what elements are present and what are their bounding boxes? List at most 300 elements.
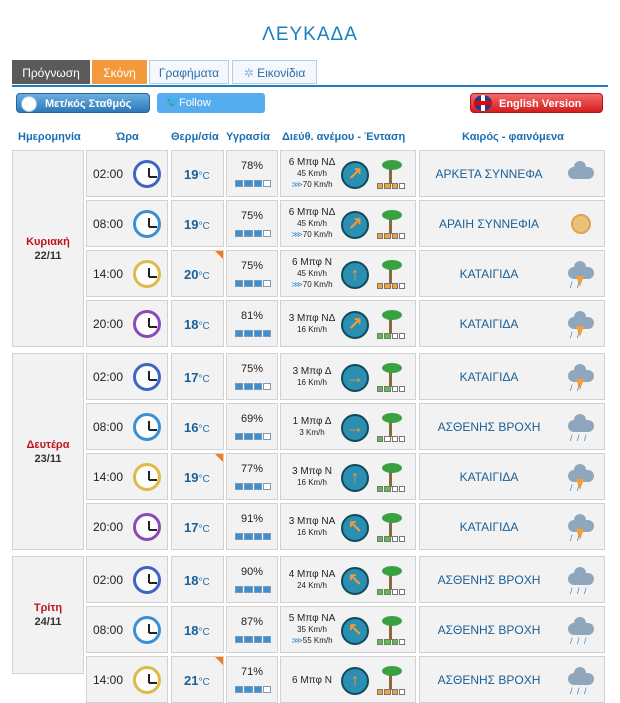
- wind-direction-icon: [341, 364, 369, 392]
- wind-direction-icon: [341, 211, 369, 239]
- cloud-shape: [568, 420, 594, 432]
- follow-button-label: Follow @meteogr: [179, 97, 231, 129]
- wind-tree-icon: [377, 259, 405, 289]
- humidity-bar-segment: [244, 433, 252, 440]
- wind-direction-icon: [341, 261, 369, 289]
- humidity-bar-segment: [254, 330, 262, 337]
- humidity-bar-segment: [263, 586, 271, 593]
- clock-icon: [133, 616, 161, 644]
- wind-force: 3 Μπφ ΝΑ: [288, 515, 336, 527]
- time-cell: [86, 503, 168, 550]
- forecast-row: [0, 200, 620, 247]
- wind-bar-segment: [399, 333, 405, 339]
- wind-text: [283, 613, 341, 646]
- wind-gust: [283, 229, 341, 240]
- humidity-bar: [235, 230, 271, 237]
- humidity-bar: [235, 330, 271, 337]
- wind-cell: [280, 606, 416, 653]
- weather-cell: [419, 250, 605, 297]
- wind-bar-segment: [384, 639, 390, 645]
- temp-cell: [171, 606, 224, 653]
- temp-cell: [171, 656, 224, 703]
- wind-bar-segment: [377, 486, 383, 492]
- wind-cell: [280, 656, 416, 703]
- humidity-value: 81%: [240, 309, 264, 322]
- wind-arrow-glyph: ↗: [347, 213, 363, 234]
- tree-leaves: [382, 513, 402, 523]
- humidity-bar: [235, 686, 271, 693]
- humidity-bar-segment: [235, 586, 243, 593]
- forecast-row: [0, 453, 620, 500]
- humidity-bar: [235, 180, 271, 187]
- alert-marker: [215, 454, 223, 462]
- wind-bar-segment: [377, 283, 383, 289]
- wind-bar: [377, 283, 405, 289]
- uk-flag-icon: [474, 95, 492, 111]
- wind-bar-segment: [399, 436, 405, 442]
- weather-cell: [419, 150, 605, 197]
- temp-value: 19: [184, 469, 199, 485]
- temp-unit: °C: [198, 473, 210, 485]
- wind-bar-segment: [377, 183, 383, 189]
- temp-text: [184, 167, 210, 182]
- tab-icons-label: Εικονίδια: [257, 66, 306, 80]
- rain-drops: / / /: [570, 585, 588, 596]
- humidity-bar-segment: [235, 330, 243, 337]
- humidity-bar-segment: [254, 533, 262, 540]
- temp-cell: [171, 300, 224, 347]
- wind-text: [283, 257, 341, 290]
- time-text: 14:00: [93, 672, 124, 687]
- wind-text: [283, 157, 341, 190]
- rain-drops: / /: [570, 329, 581, 340]
- humidity-bar-segment: [263, 280, 271, 287]
- humidity-value: 69%: [240, 412, 264, 425]
- rain-drops: / / /: [570, 432, 588, 443]
- wind-tree-icon: [377, 362, 405, 392]
- time-cell: [86, 453, 168, 500]
- wind-cell: [280, 300, 416, 347]
- humidity-bar-segment: [244, 280, 252, 287]
- wind-speed: 16 Km/h: [297, 324, 327, 334]
- temp-value: 19: [184, 166, 199, 182]
- tab-divider: [12, 85, 608, 87]
- wind-force: 1 Μπφ Δ: [292, 415, 332, 427]
- humidity-bar-segment: [244, 330, 252, 337]
- humidity-bar: [235, 383, 271, 390]
- day-name: Τρίτη: [33, 602, 63, 614]
- humidity-bar-segment: [263, 180, 271, 187]
- gear-icon: ✲: [243, 66, 258, 80]
- wind-tree-icon: [377, 512, 405, 542]
- tree-leaves: [382, 210, 402, 220]
- wind-tree-icon: [377, 412, 405, 442]
- thunderstorm-icon: [566, 512, 596, 542]
- weather-condition: ΑΣΘΕΝΗΣ ΒΡΟΧΗ: [437, 622, 541, 637]
- temp-unit: °C: [198, 576, 210, 588]
- wind-bar-segment: [377, 536, 383, 542]
- humidity-bar-segment: [263, 433, 271, 440]
- forecast-row: [0, 403, 620, 450]
- temp-text: [184, 520, 210, 535]
- wind-cell: [280, 556, 416, 603]
- humidity-bar-segment: [254, 636, 262, 643]
- humidity-bar: [235, 483, 271, 490]
- wind-text: [283, 313, 341, 335]
- forecast-row: [0, 353, 620, 400]
- wind-bar-segment: [377, 639, 383, 645]
- sun-shape: [571, 214, 591, 234]
- humidity-value: 90%: [240, 565, 264, 578]
- clock-icon: [133, 160, 161, 188]
- humidity-bar-segment: [263, 686, 271, 693]
- wind-direction-icon: [341, 414, 369, 442]
- temp-text: [184, 673, 210, 688]
- tab-forecast[interactable]: Πρόγνωση: [12, 60, 90, 84]
- wind-bar-segment: [384, 589, 390, 595]
- alert-marker: [215, 251, 223, 259]
- english-version-label: English Version: [499, 98, 582, 110]
- rain-drops: / / /: [570, 635, 588, 646]
- time-text: 02:00: [93, 572, 124, 587]
- wind-arrow-glyph: →: [346, 416, 364, 437]
- follow-button[interactable]: [157, 93, 265, 129]
- temp-value: 20: [184, 266, 199, 282]
- temp-unit: °C: [198, 423, 210, 435]
- forecast-row: [0, 556, 620, 603]
- tab-dust[interactable]: Σκόνη: [92, 60, 147, 84]
- humidity-bar-segment: [263, 330, 271, 337]
- wind-bar: [377, 536, 405, 542]
- humidity-bar-segment: [263, 383, 271, 390]
- humidity-cell: [226, 150, 278, 197]
- temp-cell: [171, 503, 224, 550]
- weather-condition: ΑΣΘΕΝΗΣ ΒΡΟΧΗ: [437, 672, 541, 687]
- time-cell: [86, 250, 168, 297]
- wind-bar-segment: [399, 283, 405, 289]
- tree-leaves: [382, 160, 402, 170]
- wind-bar-segment: [399, 639, 405, 645]
- forecast-row: [0, 606, 620, 653]
- wind-bar-segment: [392, 689, 398, 695]
- page-title: ΛΕΥΚΑΔΑ: [262, 24, 358, 45]
- wind-bar-segment: [377, 436, 383, 442]
- humidity-bar-segment: [263, 483, 271, 490]
- time-text: 14:00: [93, 266, 124, 281]
- wind-bar-segment: [384, 283, 390, 289]
- wind-bar: [377, 233, 405, 239]
- humidity-bar-segment: [263, 636, 271, 643]
- wind-force: 6 Μπφ Ν: [292, 674, 332, 686]
- humidity-bar-segment: [263, 533, 271, 540]
- wind-bar-segment: [384, 486, 390, 492]
- temp-unit: °C: [198, 676, 210, 688]
- weather-cell: [419, 503, 605, 550]
- light-rain-icon: [566, 615, 596, 645]
- wind-bar-segment: [392, 386, 398, 392]
- wind-bar-segment: [392, 333, 398, 339]
- wind-bar: [377, 183, 405, 189]
- time-cell: [86, 300, 168, 347]
- wind-tree-icon: [377, 615, 405, 645]
- weather-cell: [419, 606, 605, 653]
- wind-bar-segment: [392, 233, 398, 239]
- time-cell: [86, 556, 168, 603]
- header-date: Ημερομηνία: [18, 131, 81, 143]
- wind-bar-segment: [384, 183, 390, 189]
- wind-bar-segment: [384, 436, 390, 442]
- wind-speed: 16 Km/h: [297, 377, 327, 387]
- wind-bar-segment: [377, 689, 383, 695]
- rain-drops: / /: [570, 382, 581, 393]
- gust-icon: ⋙: [291, 279, 303, 289]
- humidity-value: 71%: [240, 665, 264, 678]
- wind-arrow-glyph: ↗: [347, 313, 363, 334]
- clock-icon: [133, 513, 161, 541]
- temp-unit: °C: [198, 626, 210, 638]
- humidity-value: 75%: [240, 362, 264, 375]
- time-cell: [86, 403, 168, 450]
- wind-bar: [377, 436, 405, 442]
- header-temp: Θερμ/σία: [171, 131, 219, 143]
- time-cell: [86, 200, 168, 247]
- temp-value: 18: [184, 622, 199, 638]
- station-button-label: Μετ/κός Σταθμός: [45, 98, 132, 110]
- rain-drops: / /: [570, 279, 581, 290]
- wind-cell: [280, 453, 416, 500]
- wind-arrow-glyph: ↑: [350, 669, 360, 690]
- station-button[interactable]: [16, 93, 150, 113]
- wind-tree-icon: [377, 309, 405, 339]
- humidity-cell: [226, 250, 278, 297]
- cloudy-night-icon: [566, 159, 596, 189]
- time-cell: [86, 656, 168, 703]
- tree-leaves: [382, 463, 402, 473]
- weather-cell: [419, 453, 605, 500]
- gust-icon: ⋙: [291, 229, 303, 239]
- humidity-bar: [235, 586, 271, 593]
- wind-text: [283, 569, 341, 591]
- temp-value: 16: [184, 419, 199, 435]
- humidity-bar-segment: [263, 230, 271, 237]
- gust-icon: ⋙: [291, 179, 303, 189]
- wind-bar-segment: [377, 589, 383, 595]
- weather-condition: ΑΡΚΕΤΑ ΣΥΝΝΕΦΑ: [435, 166, 543, 181]
- temp-unit: °C: [198, 320, 210, 332]
- temp-text: [184, 623, 210, 638]
- wind-direction-icon: [341, 514, 369, 542]
- temp-cell: [171, 556, 224, 603]
- wind-speed: 16 Km/h: [297, 477, 327, 487]
- weather-cell: [419, 200, 605, 247]
- humidity-bar-segment: [235, 230, 243, 237]
- temp-cell: [171, 200, 224, 247]
- weather-cell: [419, 556, 605, 603]
- forecast-row: [0, 250, 620, 297]
- humidity-bar-segment: [254, 586, 262, 593]
- humidity-bar: [235, 533, 271, 540]
- tab-charts[interactable]: Γραφήματα: [149, 60, 229, 84]
- thunderstorm-icon: [566, 462, 596, 492]
- cloud-shape: [568, 167, 594, 179]
- temp-text: [184, 573, 210, 588]
- temp-value: 18: [184, 316, 199, 332]
- humidity-bar-segment: [244, 383, 252, 390]
- weather-condition: ΚΑΤΑΙΓΙΔΑ: [459, 469, 519, 484]
- station-icon: [21, 96, 37, 112]
- humidity-bar: [235, 280, 271, 287]
- wind-tree-icon: [377, 209, 405, 239]
- humidity-bar-segment: [244, 533, 252, 540]
- time-cell: [86, 606, 168, 653]
- light-rain-icon: [566, 565, 596, 595]
- humidity-cell: [226, 300, 278, 347]
- header-time: Ώρα: [116, 131, 139, 143]
- wind-bar-segment: [392, 589, 398, 595]
- weather-condition: ΑΣΘΕΝΗΣ ΒΡΟΧΗ: [437, 572, 541, 587]
- english-version-button[interactable]: [470, 93, 603, 113]
- humidity-cell: [226, 453, 278, 500]
- tab-icons[interactable]: [232, 60, 317, 84]
- time-text: 08:00: [93, 419, 124, 434]
- temp-unit: °C: [198, 373, 210, 385]
- wind-text: [283, 675, 341, 686]
- wind-gust: [283, 279, 341, 290]
- time-text: 14:00: [93, 469, 124, 484]
- thunderstorm-icon: [566, 309, 596, 339]
- time-text: 20:00: [93, 316, 124, 331]
- temp-value: 19: [184, 216, 199, 232]
- weather-condition: ΑΣΘΕΝΗΣ ΒΡΟΧΗ: [437, 419, 541, 434]
- humidity-bar-segment: [235, 686, 243, 693]
- wind-gust-value: 70 Km/h: [302, 279, 333, 289]
- wind-speed: 35 Km/h: [297, 624, 327, 634]
- humidity-value: 77%: [240, 462, 264, 475]
- forecast-row: [0, 503, 620, 550]
- clock-icon: [133, 363, 161, 391]
- weather-cell: [419, 403, 605, 450]
- wind-bar: [377, 386, 405, 392]
- wind-bar-segment: [399, 386, 405, 392]
- temp-text: [184, 370, 210, 385]
- wind-bar-segment: [399, 183, 405, 189]
- wind-bar: [377, 689, 405, 695]
- clock-icon: [133, 310, 161, 338]
- wind-bar-segment: [399, 689, 405, 695]
- temp-value: 17: [184, 519, 199, 535]
- day-date: 24/11: [34, 616, 62, 628]
- weather-condition: ΚΑΤΑΙΓΙΔΑ: [459, 316, 519, 331]
- humidity-bar-segment: [244, 230, 252, 237]
- temp-value: 18: [184, 572, 199, 588]
- humidity-bar-segment: [235, 636, 243, 643]
- wind-gust: [283, 179, 341, 190]
- wind-bar-segment: [392, 436, 398, 442]
- wind-bar: [377, 589, 405, 595]
- wind-direction-icon: [341, 667, 369, 695]
- humidity-bar-segment: [235, 433, 243, 440]
- humidity-cell: [226, 656, 278, 703]
- wind-cell: [280, 150, 416, 197]
- wind-cell: [280, 503, 416, 550]
- weather-cell: [419, 300, 605, 347]
- temp-cell: [171, 353, 224, 400]
- humidity-bar-segment: [254, 230, 262, 237]
- time-text: 02:00: [93, 166, 124, 181]
- wind-force: 5 Μπφ ΝΑ: [288, 612, 336, 624]
- wind-bar-segment: [399, 486, 405, 492]
- wind-speed: 16 Km/h: [297, 527, 327, 537]
- humidity-value: 91%: [240, 512, 264, 525]
- gust-icon: ⋙: [291, 635, 303, 645]
- clock-icon: [133, 463, 161, 491]
- wind-gust-value: 70 Km/h: [302, 179, 333, 189]
- wind-direction-icon: [341, 567, 369, 595]
- humidity-bar: [235, 636, 271, 643]
- clock-icon: [133, 666, 161, 694]
- rain-drops: / / /: [570, 685, 588, 696]
- wind-speed: 3 Km/h: [299, 427, 325, 437]
- rain-drops: / /: [570, 482, 581, 493]
- wind-cell: [280, 200, 416, 247]
- wind-text: [283, 416, 341, 438]
- time-text: 08:00: [93, 216, 124, 231]
- light-rain-icon: [566, 665, 596, 695]
- wind-bar-segment: [399, 536, 405, 542]
- humidity-bar-segment: [244, 636, 252, 643]
- humidity-bar-segment: [244, 180, 252, 187]
- tree-leaves: [382, 310, 402, 320]
- rain-drops: / /: [570, 532, 581, 543]
- wind-bar: [377, 486, 405, 492]
- wind-direction-icon: [341, 617, 369, 645]
- time-text: 20:00: [93, 519, 124, 534]
- temp-unit: °C: [198, 170, 210, 182]
- humidity-bar-segment: [235, 533, 243, 540]
- thunderstorm-icon: [566, 259, 596, 289]
- clock-icon: [133, 210, 161, 238]
- humidity-cell: [226, 403, 278, 450]
- wind-speed: 45 Km/h: [297, 168, 327, 178]
- wind-tree-icon: [377, 462, 405, 492]
- humidity-bar-segment: [254, 686, 262, 693]
- time-text: 08:00: [93, 622, 124, 637]
- forecast-row: [0, 300, 620, 347]
- light-rain-icon: [566, 412, 596, 442]
- cloud-shape: [568, 623, 594, 635]
- wind-gust-value: 70 Km/h: [302, 229, 333, 239]
- weather-cell: [419, 353, 605, 400]
- wind-speed: 45 Km/h: [297, 268, 327, 278]
- wind-speed: 24 Km/h: [297, 580, 327, 590]
- temp-text: [184, 470, 210, 485]
- humidity-cell: [226, 503, 278, 550]
- tree-leaves: [382, 363, 402, 373]
- humidity-bar-segment: [254, 383, 262, 390]
- wind-text: [283, 466, 341, 488]
- clock-icon: [133, 260, 161, 288]
- twitter-icon: 🐦: [165, 97, 179, 109]
- wind-force: 4 Μπφ ΝΑ: [288, 568, 336, 580]
- day-date: 22/11: [34, 249, 62, 262]
- header-humidity: Υγρασία: [226, 131, 270, 143]
- day-name: Κυριακή: [26, 235, 70, 248]
- wind-gust: [283, 635, 341, 646]
- wind-arrow-glyph: →: [346, 366, 364, 387]
- wind-bar: [377, 333, 405, 339]
- temp-cell: [171, 150, 224, 197]
- wind-bar-segment: [392, 183, 398, 189]
